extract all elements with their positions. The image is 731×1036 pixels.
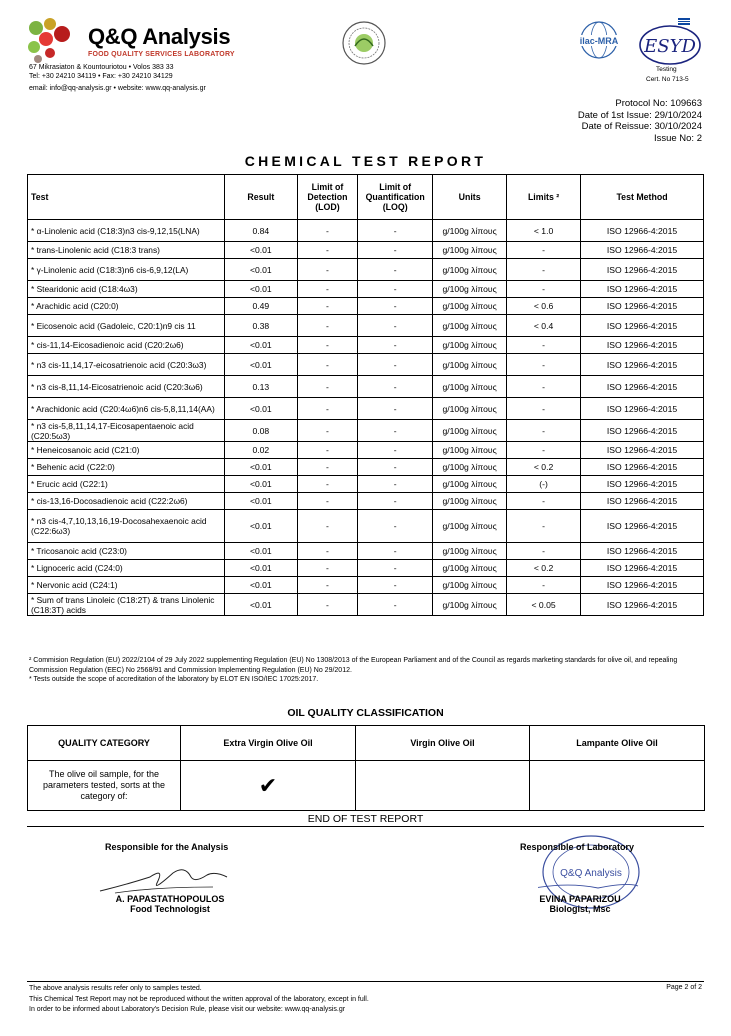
method-value: ISO 12966-4:2015 (581, 298, 704, 315)
classification-row-label: The olive oil sample, for the parameters tested, sorts at the category of: (28, 761, 181, 811)
accreditation-type: Testing (656, 66, 677, 73)
units-value: g/100g λίπους (433, 242, 507, 259)
limit-value: - (507, 420, 581, 442)
checkmark-icon: ✔ (258, 772, 278, 798)
limit-value: < 0.2 (507, 459, 581, 476)
loq-value: - (358, 560, 433, 577)
loq-value: - (358, 442, 433, 459)
result-value: 0.02 (224, 442, 297, 459)
units-value: g/100g λίπους (433, 354, 507, 376)
loq-value: - (358, 281, 433, 298)
page-number: Page 2 of 2 (666, 984, 702, 991)
footer-line-3: In order to be informed about Laboratory's Decision Rule, please visit our website: www.qq-analysis.gr (29, 1006, 346, 1013)
test-name: * cis-13,16-Docosadienoic acid (C22:2ω6) (28, 493, 225, 510)
limit-value: - (507, 376, 581, 398)
protocol-block (578, 98, 702, 144)
units-value: g/100g λίπους (433, 543, 507, 560)
method-value: ISO 12966-4:2015 (581, 543, 704, 560)
lod-value: - (297, 315, 357, 337)
results-row (28, 242, 704, 259)
test-name: * Nervonic acid (C24:1) (28, 577, 225, 594)
right-signatory (500, 894, 660, 914)
method-value: ISO 12966-4:2015 (581, 220, 704, 242)
limit-value: < 0.2 (507, 560, 581, 577)
results-row (28, 281, 704, 298)
result-value: 0.49 (224, 298, 297, 315)
result-value: <0.01 (224, 493, 297, 510)
lod-value: - (297, 510, 357, 543)
protocol-number: Protocol No: 109663 (615, 98, 702, 109)
units-value: g/100g λίπους (433, 560, 507, 577)
grapes-logo-icon (24, 16, 84, 66)
stamp-label: Q&Q Analysis (560, 868, 622, 879)
header-limits: Limits ² (507, 175, 581, 220)
classification-result-row (28, 761, 705, 811)
loq-value: - (358, 459, 433, 476)
lab-logo (24, 16, 84, 66)
right-signatory-name: EVINA PAPARIZOU (539, 894, 621, 904)
result-value: 0.84 (224, 220, 297, 242)
results-row (28, 543, 704, 560)
limit-value: < 0.05 (507, 594, 581, 616)
results-row (28, 442, 704, 459)
units-value: g/100g λίπους (433, 281, 507, 298)
header-units: Units (433, 175, 507, 220)
results-row (28, 398, 704, 420)
limit-value: - (507, 259, 581, 281)
units-value: g/100g λίπους (433, 337, 507, 354)
lab-contact: email: info@qq-analysis.gr • website: www.qq-analysis.gr (29, 85, 206, 92)
test-name: * α-Linolenic acid (C18:3)n3 cis-9,12,15(LNA) (28, 220, 225, 242)
test-name: * Heneicosanoic acid (C21:0) (28, 442, 225, 459)
loq-value: - (358, 577, 433, 594)
header-lod: Limit of Detection (LOD) (297, 175, 357, 220)
limit-value: - (507, 242, 581, 259)
result-value: <0.01 (224, 259, 297, 281)
test-name: * Stearidonic acid (C18:4ω3) (28, 281, 225, 298)
units-value: g/100g λίπους (433, 510, 507, 543)
lab-address: 67 Mikrasiaton & Kountouriotou • Volos 383 33 (29, 64, 174, 71)
loq-value: - (358, 594, 433, 616)
result-value: <0.01 (224, 560, 297, 577)
loq-value: - (358, 493, 433, 510)
limit-value: < 0.4 (507, 315, 581, 337)
left-signatory (90, 894, 250, 914)
category-header: QUALITY CATEGORY (28, 726, 181, 761)
result-value: <0.01 (224, 543, 297, 560)
ilac-label: ilac-MRA (579, 36, 619, 46)
test-name: * Arachidic acid (C20:0) (28, 298, 225, 315)
units-value: g/100g λίπους (433, 493, 507, 510)
result-value: <0.01 (224, 281, 297, 298)
limit-value: - (507, 354, 581, 376)
test-name: * cis-11,14-Eicosadienoic acid (C20:2ω6) (28, 337, 225, 354)
esyd-label: ESYD (644, 36, 696, 57)
loq-value: - (358, 420, 433, 442)
result-value: <0.01 (224, 242, 297, 259)
left-signature-heading: Responsible for the Analysis (105, 842, 229, 852)
lod-value: - (297, 594, 357, 616)
units-value: g/100g λίπους (433, 298, 507, 315)
limit-value: - (507, 510, 581, 543)
end-of-report: END OF TEST REPORT (307, 813, 424, 825)
test-name: * Behenic acid (C22:0) (28, 459, 225, 476)
issue-number: Issue No: 2 (653, 132, 702, 144)
results-row (28, 337, 704, 354)
units-value: g/100g λίπους (433, 420, 507, 442)
lod-value: - (297, 442, 357, 459)
lod-value: - (297, 354, 357, 376)
method-value: ISO 12966-4:2015 (581, 354, 704, 376)
lab-subtitle: FOOD QUALITY SERVICES LABORATORY (88, 51, 235, 58)
footnote-regulation: ² Commision Regulation (EU) 2022/2104 of 29 July 2022 supplementing Regulation (EU) No 1308/2013 of the European Parliament and of the Council as regards marketing standards for olive oil, and repealing Commission Regulation (EEC) No 2568/91 and Commission Implementing Regulation (EU) No 29/2012. (29, 657, 678, 674)
results-row (28, 493, 704, 510)
method-value: ISO 12966-4:2015 (581, 442, 704, 459)
result-value: <0.01 (224, 594, 297, 616)
units-value: g/100g λίπους (433, 376, 507, 398)
results-table (27, 174, 704, 616)
test-name: * Arachidonic acid (C20:4ω6)n6 cis-5,8,11,14(AA) (28, 398, 225, 420)
result-value: 0.13 (224, 376, 297, 398)
loq-value: - (358, 220, 433, 242)
seal-emblem (341, 20, 387, 71)
ilac-mra-icon (571, 20, 627, 60)
left-signatory-role: Food Technologist (130, 904, 210, 914)
virgin-cell (356, 761, 530, 811)
lod-value: - (297, 459, 357, 476)
esyd-logo (638, 18, 702, 71)
result-value: 0.08 (224, 420, 297, 442)
extra-virgin-header: Extra Virgin Olive Oil (181, 726, 356, 761)
method-value: ISO 12966-4:2015 (581, 281, 704, 298)
limit-value: < 1.0 (507, 220, 581, 242)
footer-line-2: This Chemical Test Report may not be reproduced without the written approval of the laboratory, except in full. (29, 995, 369, 1003)
lod-value: - (297, 376, 357, 398)
results-row (28, 560, 704, 577)
footer-divider (27, 981, 704, 982)
lod-value: - (297, 543, 357, 560)
lod-value: - (297, 242, 357, 259)
footnotes (29, 656, 709, 685)
test-name: * Tricosanoic acid (C23:0) (28, 543, 225, 560)
units-value: g/100g λίπους (433, 476, 507, 493)
test-name: * Eicosenoic acid (Gadoleic, C20:1)n9 cis 11 (28, 315, 225, 337)
limit-value: - (507, 398, 581, 420)
method-value: ISO 12966-4:2015 (581, 242, 704, 259)
seal-icon (341, 20, 387, 66)
method-value: ISO 12966-4:2015 (581, 259, 704, 281)
header-test: Test (28, 175, 225, 220)
units-value: g/100g λίπους (433, 220, 507, 242)
header-method: Test Method (581, 175, 704, 220)
units-value: g/100g λίπους (433, 398, 507, 420)
units-value: g/100g λίπους (433, 459, 507, 476)
test-name: * trans-Linolenic acid (C18:3 trans) (28, 242, 225, 259)
lod-value: - (297, 259, 357, 281)
footer (29, 984, 369, 1016)
test-name: * n3 cis-5,8,11,14,17-Eicosapentaenoic acid (C20:5ω3) (28, 420, 225, 442)
lod-value: - (297, 420, 357, 442)
loq-value: - (358, 510, 433, 543)
results-row (28, 354, 704, 376)
loq-value: - (358, 337, 433, 354)
limit-value: < 0.6 (507, 298, 581, 315)
units-value: g/100g λίπους (433, 259, 507, 281)
right-signatory-role: Biologist, Msc (549, 904, 611, 914)
limit-value: - (507, 577, 581, 594)
units-value: g/100g λίπους (433, 577, 507, 594)
classification-header-row (28, 726, 705, 761)
units-value: g/100g λίπους (433, 315, 507, 337)
result-value: <0.01 (224, 510, 297, 543)
lab-phone: Tel: +30 24210 34119 • Fax: +30 24210 34129 (29, 73, 173, 80)
limit-value: - (507, 543, 581, 560)
lod-value: - (297, 220, 357, 242)
results-row (28, 376, 704, 398)
units-value: g/100g λίπους (433, 442, 507, 459)
lod-value: - (297, 476, 357, 493)
test-name: * n3 cis-8,11,14-Eicosatrienoic acid (C20:3ω6) (28, 376, 225, 398)
method-value: ISO 12966-4:2015 (581, 510, 704, 543)
results-row (28, 420, 704, 442)
result-value: <0.01 (224, 354, 297, 376)
footer-line-1: The above analysis results refer only to samples tested. (29, 985, 202, 992)
esyd-icon (638, 18, 702, 66)
loq-value: - (358, 543, 433, 560)
loq-value: - (358, 376, 433, 398)
method-value: ISO 12966-4:2015 (581, 398, 704, 420)
result-value: 0.38 (224, 315, 297, 337)
results-row (28, 594, 704, 616)
limit-value: - (507, 442, 581, 459)
limit-value: - (507, 493, 581, 510)
virgin-header: Virgin Olive Oil (356, 726, 530, 761)
result-value: <0.01 (224, 459, 297, 476)
lod-value: - (297, 560, 357, 577)
test-name: * γ-Linolenic acid (C18:3)n6 cis-6,9,12(LA) (28, 259, 225, 281)
footnote-accreditation: * Tests outside the scope of accreditation of the laboratory by ELOT EN ISO/IEC 17025:2017. (29, 676, 319, 683)
test-name: * n3 cis-11,14,17-eicosatrienoic acid (C20:3ω3) (28, 354, 225, 376)
left-signatory-name: A. PAPASTATHOPOULOS (115, 894, 225, 904)
units-value: g/100g λίπους (433, 594, 507, 616)
results-row (28, 315, 704, 337)
classification-title: OIL QUALITY CLASSIFICATION (287, 707, 444, 719)
first-issue-date: Date of 1st Issue: 29/10/2024 (577, 109, 702, 121)
results-row (28, 220, 704, 242)
loq-value: - (358, 298, 433, 315)
loq-value: - (358, 398, 433, 420)
cert-number: Cert. No 713-5 (646, 76, 689, 83)
lampante-header: Lampante Olive Oil (530, 726, 705, 761)
method-value: ISO 12966-4:2015 (581, 493, 704, 510)
method-value: ISO 12966-4:2015 (581, 577, 704, 594)
result-value: <0.01 (224, 577, 297, 594)
method-value: ISO 12966-4:2015 (581, 594, 704, 616)
reissue-date: Date of Reissue: 30/10/2024 (581, 121, 702, 132)
method-value: ISO 12966-4:2015 (581, 376, 704, 398)
lod-value: - (297, 493, 357, 510)
loq-value: - (358, 242, 433, 259)
lab-name: Q&Q Analysis (88, 24, 231, 49)
method-value: ISO 12966-4:2015 (581, 315, 704, 337)
result-value: <0.01 (224, 398, 297, 420)
lod-value: - (297, 281, 357, 298)
lod-value: - (297, 298, 357, 315)
results-row (28, 476, 704, 493)
header-loq: Limit of Quantification (LOQ) (358, 175, 433, 220)
left-signature-scrawl-icon (95, 857, 235, 897)
lod-value: - (297, 337, 357, 354)
loq-value: - (358, 259, 433, 281)
test-name: * Erucic acid (C22:1) (28, 476, 225, 493)
result-value: <0.01 (224, 337, 297, 354)
method-value: ISO 12966-4:2015 (581, 337, 704, 354)
results-row (28, 259, 704, 281)
results-header-row (28, 175, 704, 220)
results-row (28, 298, 704, 315)
limit-value: - (507, 281, 581, 298)
limit-value: - (507, 337, 581, 354)
test-name: * Lignoceric acid (C24:0) (28, 560, 225, 577)
method-value: ISO 12966-4:2015 (581, 560, 704, 577)
loq-value: - (358, 476, 433, 493)
result-value: <0.01 (224, 476, 297, 493)
method-value: ISO 12966-4:2015 (581, 420, 704, 442)
loq-value: - (358, 354, 433, 376)
results-row (28, 510, 704, 543)
classification-table (27, 725, 705, 811)
lod-value: - (297, 398, 357, 420)
end-divider (27, 826, 704, 827)
ilac-mra-logo (571, 20, 627, 65)
lod-value: - (297, 577, 357, 594)
right-signature-heading: Responsible of Laboratory (520, 842, 635, 852)
loq-value: - (358, 315, 433, 337)
results-row (28, 577, 704, 594)
report-title: CHEMICAL TEST REPORT (244, 153, 487, 169)
header-result: Result (224, 175, 297, 220)
test-name: * Sum of trans Linoleic (C18:2T) & trans Linolenic (C18:3T) acids (28, 594, 225, 616)
limit-value: (-) (507, 476, 581, 493)
test-name: * n3 cis-4,7,10,13,16,19-Docosahexaenoic acid (C22:6ω3) (28, 510, 225, 543)
results-row (28, 459, 704, 476)
method-value: ISO 12966-4:2015 (581, 476, 704, 493)
method-value: ISO 12966-4:2015 (581, 459, 704, 476)
lampante-cell (530, 761, 705, 811)
